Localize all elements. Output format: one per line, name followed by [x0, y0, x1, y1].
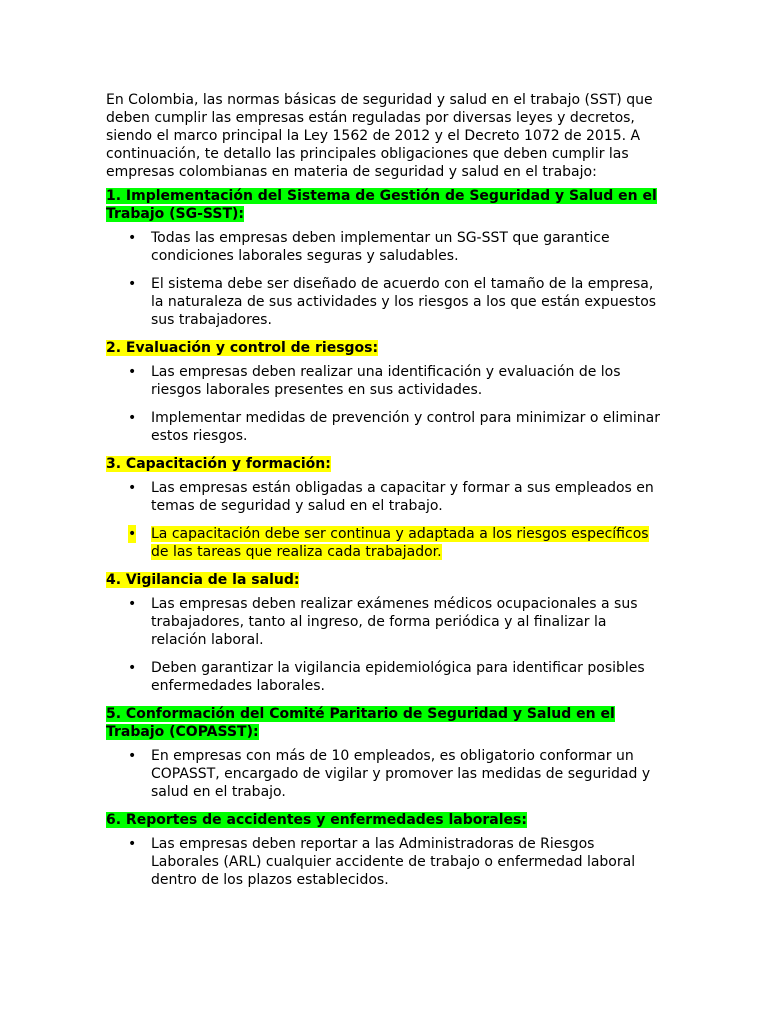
section-list-6	[106, 835, 666, 889]
section-heading-2	[106, 339, 666, 357]
list-item	[106, 275, 666, 329]
section-list-5	[106, 747, 666, 801]
bullet-icon: •	[128, 660, 137, 676]
section-list-1	[106, 229, 666, 329]
bullet-icon: •	[128, 410, 137, 426]
list-item	[106, 409, 666, 445]
list-item-text: Implementar medidas de prevención y control para minimizar o eliminar estos riesgos.	[151, 410, 660, 444]
list-item	[106, 835, 666, 889]
list-item-highlighted	[106, 525, 666, 561]
list-item	[106, 479, 666, 515]
bullet-icon: •	[128, 748, 137, 764]
section-list-3	[106, 479, 666, 561]
heading-highlight: 5. Conformación del Comité Paritario de Seguridad y Salud en el Trabajo (COPASST):	[106, 706, 615, 740]
list-item-text: Las empresas deben reportar a las Administradoras de Riesgos Laborales (ARL) cualquier accidente de trabajo o enfermedad laboral dentro de los plazos establecidos.	[151, 836, 636, 888]
list-item	[106, 747, 666, 801]
section-heading-4	[106, 571, 666, 589]
section-list-2	[106, 363, 666, 445]
bullet-icon: •	[128, 596, 137, 612]
bullet-icon: •	[128, 364, 137, 380]
heading-highlight: 6. Reportes de accidentes y enfermedades laborales:	[106, 812, 527, 828]
list-item-text: Todas las empresas deben implementar un SG-SST que garantice condiciones laborales seguras y saludables.	[151, 230, 610, 264]
list-item-text: Deben garantizar la vigilancia epidemiológica para identificar posibles enfermedades laborales.	[151, 660, 645, 694]
bullet-icon: •	[128, 480, 137, 496]
list-item-text: En empresas con más de 10 empleados, es obligatorio conformar un COPASST, encargado de vigilar y promover las medidas de seguridad y salud en el trabajo.	[151, 748, 651, 800]
bullet-icon: •	[128, 836, 137, 852]
list-item-text: Las empresas deben realizar una identificación y evaluación de los riesgos laborales presentes en sus actividades.	[151, 364, 621, 398]
document-body	[106, 91, 666, 899]
section-heading-5	[106, 705, 666, 741]
bullet-icon: •	[128, 526, 137, 542]
section-heading-3	[106, 455, 666, 473]
intro-paragraph: En Colombia, las normas básicas de seguridad y salud en el trabajo (SST) que deben cumplir las empresas están reguladas por diversas leyes y decretos, siendo el marco principal la Ley 1562 de 2012 y el Decreto 1072 de 2015. A continuación, te detallo las principales obligaciones que deben cumplir las empresas colombianas en materia de seguridad y salud en el trabajo:	[106, 92, 653, 180]
list-item-text: La capacitación debe ser continua y adaptada a los riesgos específicos de las tareas que realiza cada trabajador.	[151, 526, 649, 560]
list-item-text: Las empresas están obligadas a capacitar y formar a sus empleados en temas de seguridad y salud en el trabajo.	[151, 480, 654, 514]
heading-highlight: 1. Implementación del Sistema de Gestión de Seguridad y Salud en el Trabajo (SG-SST):	[106, 188, 657, 222]
list-item	[106, 595, 666, 649]
section-heading-6	[106, 811, 666, 829]
heading-highlight: 3. Capacitación y formación:	[106, 456, 331, 472]
list-item	[106, 659, 666, 695]
section-list-4	[106, 595, 666, 695]
list-item	[106, 229, 666, 265]
list-item	[106, 363, 666, 399]
section-heading-1	[106, 187, 666, 223]
bullet-icon: •	[128, 230, 137, 246]
list-item-text: Las empresas deben realizar exámenes médicos ocupacionales a sus trabajadores, tanto al ingreso, de forma periódica y al finalizar la relación laboral.	[151, 596, 638, 648]
list-item-text: El sistema debe ser diseñado de acuerdo con el tamaño de la empresa, la naturaleza de sus actividades y los riesgos a los que están expuestos sus trabajadores.	[151, 276, 657, 328]
bullet-icon: •	[128, 276, 137, 292]
heading-highlight: 4. Vigilancia de la salud:	[106, 572, 300, 588]
heading-highlight: 2. Evaluación y control de riesgos:	[106, 340, 379, 356]
